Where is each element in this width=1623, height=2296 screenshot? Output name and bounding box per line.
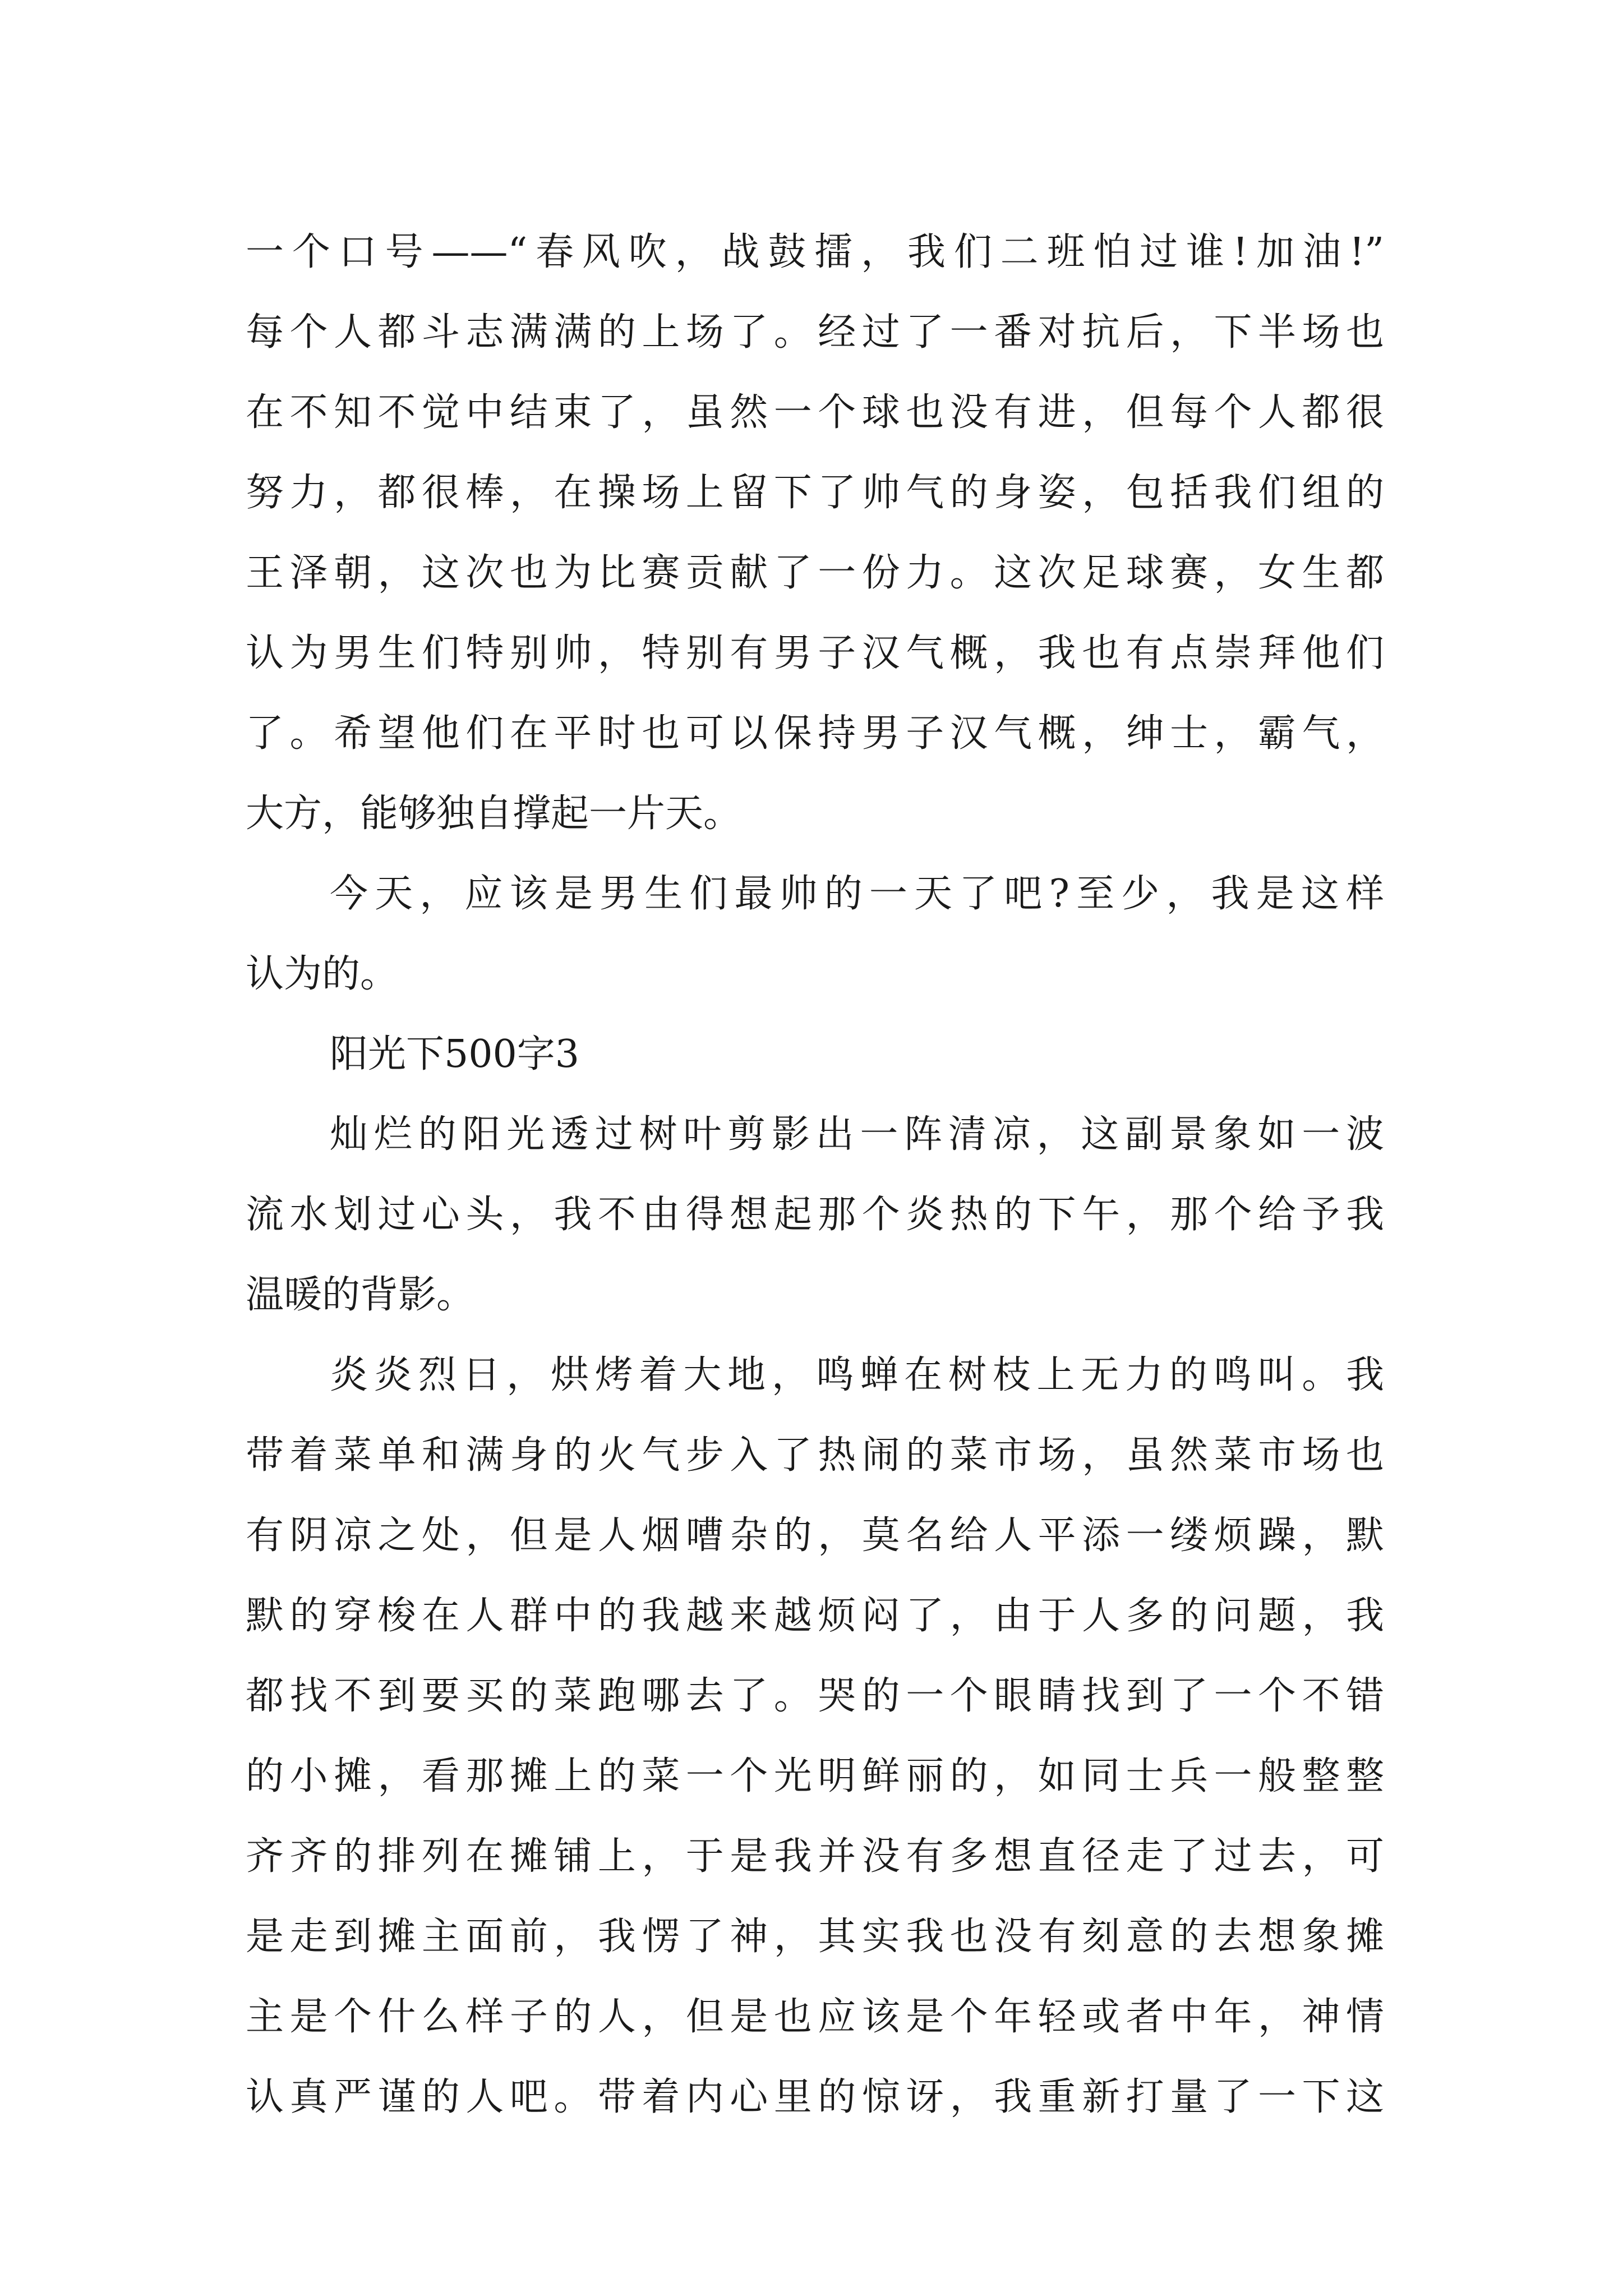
text-line: 在不知不觉中结束了，虽然一个球也没有进，但每个人都很	[246, 390, 1384, 435]
text-line: 默的穿梭在人群中的我越来越烦闷了，由于人多的问题，我	[246, 1594, 1384, 1638]
text-line: 是走到摊主面前，我愣了神，其实我也没有刻意的去想象摊	[246, 1915, 1384, 1959]
text-line: 大方，能够独自撑起一片天。	[246, 792, 742, 836]
section-heading: 阳光下500字3	[330, 1032, 580, 1076]
paragraph-first-line: 今天，应该是男生们最帅的一天了吧?至少，我是这样	[330, 872, 1384, 916]
text-line: 了。希望他们在平时也可以保持男子汉气概，绅士，霸气，	[246, 711, 1384, 756]
text-line: 的小摊，看那摊上的菜一个光明鲜丽的，如同士兵一般整整	[246, 1754, 1384, 1798]
paragraph-first-line: 炎炎烈日，烘烤着大地，鸣蝉在树枝上无力的鸣叫。我	[330, 1353, 1384, 1397]
text-line: 认为男生们特别帅，特别有男子汉气概，我也有点崇拜他们	[246, 631, 1384, 675]
text-line: 每个人都斗志满满的上场了。经过了一番对抗后，下半场也	[246, 310, 1384, 355]
text-line: 认真严谨的人吧。带着内心里的惊讶，我重新打量了一下这	[246, 2075, 1384, 2119]
text-line: 努力，都很棒，在操场上留下了帅气的身姿，包括我们组的	[246, 471, 1384, 515]
document-body	[246, 212, 1384, 2137]
text-line: 都找不到要买的菜跑哪去了。哭的一个眼睛找到了一个不错	[246, 1674, 1384, 1718]
text-line: 主是个什么样子的人，但是也应该是个年轻或者中年，神情	[246, 1995, 1384, 2039]
text-line: 流水划过心头，我不由得想起那个炎热的下午，那个给予我	[246, 1193, 1384, 1237]
text-line: 认为的。	[246, 952, 399, 996]
paragraph-first-line: 灿烂的阳光透过树叶剪影出一阵清凉，这副景象如一波	[330, 1112, 1384, 1157]
text-line: 王泽朝，这次也为比赛贡献了一份力。这次足球赛，女生都	[246, 551, 1384, 595]
text-line: 温暖的背影。	[246, 1273, 475, 1317]
text-line: 一个口号——“春风吹，战鼓擂，我们二班怕过谁!加油!”	[246, 230, 1384, 274]
text-line: 带着菜单和满身的火气步入了热闹的菜市场，虽然菜市场也	[246, 1433, 1384, 1478]
text-line: 齐齐的排列在摊铺上，于是我并没有多想直径走了过去，可	[246, 1834, 1384, 1879]
text-line: 有阴凉之处，但是人烟嘈杂的，莫名给人平添一缕烦躁，默	[246, 1513, 1384, 1558]
